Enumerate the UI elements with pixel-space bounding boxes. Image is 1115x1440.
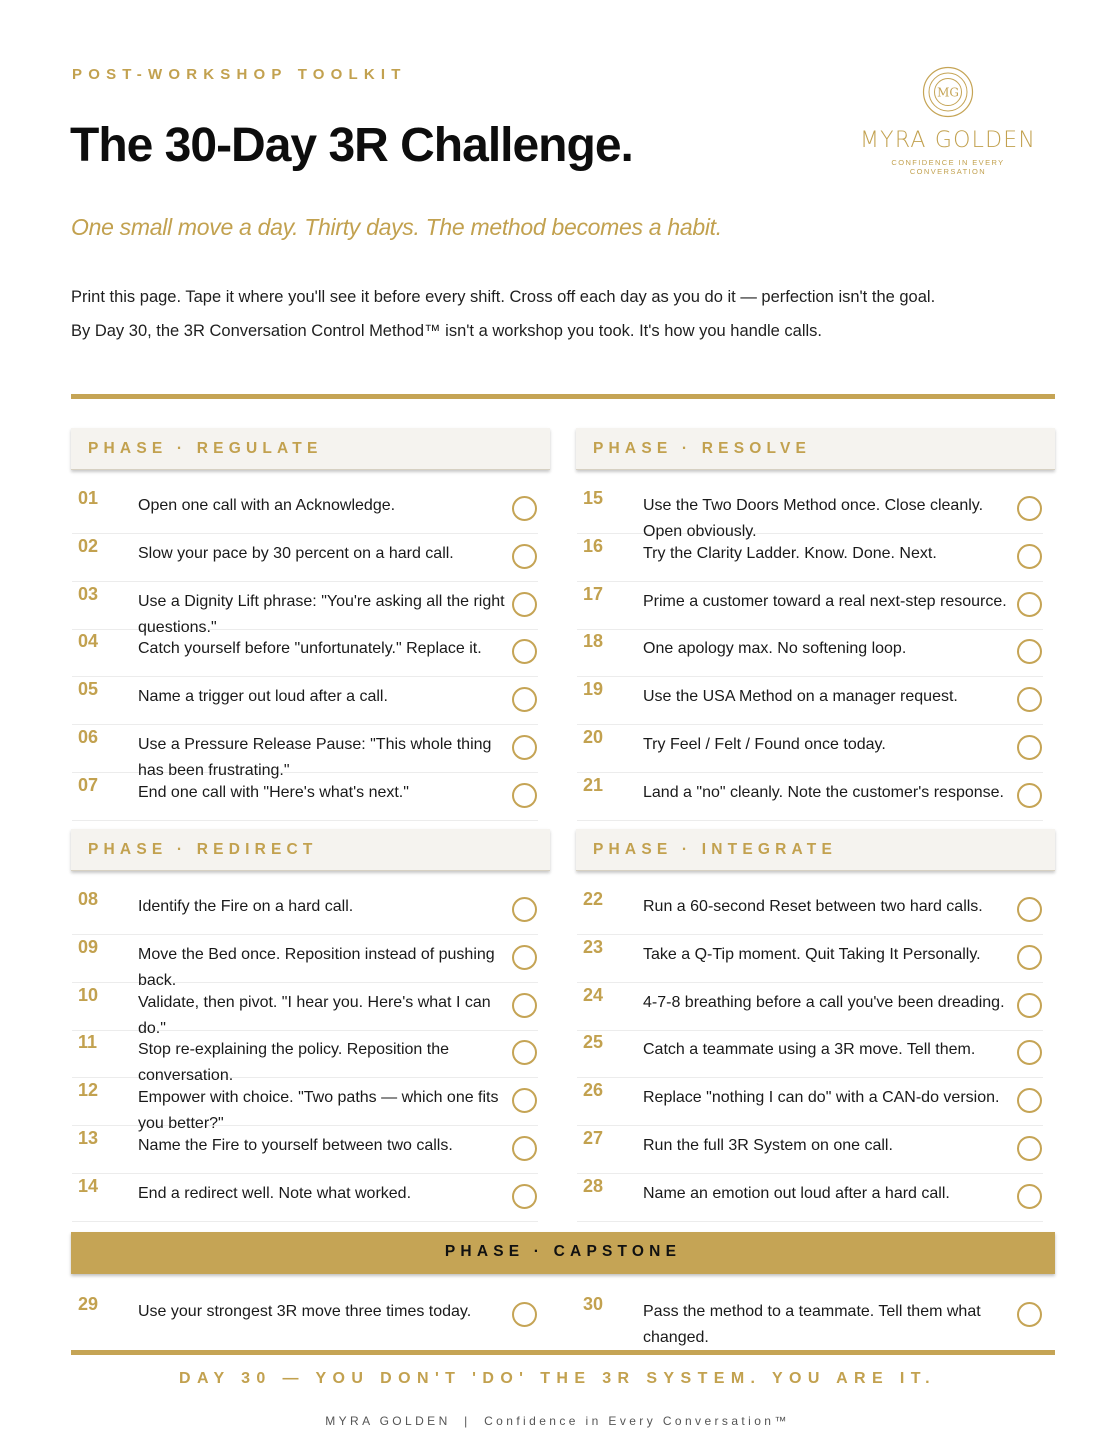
checkbox-circle-icon[interactable]	[512, 496, 537, 521]
phase-label: PHASE · REGULATE	[88, 440, 323, 457]
checkbox-circle-icon[interactable]	[512, 735, 537, 760]
checkbox-circle-icon[interactable]	[512, 687, 537, 712]
eyebrow: POST-WORKSHOP TOOLKIT	[72, 66, 407, 83]
task-text: Run a 60-second Reset between two hard calls.	[643, 898, 983, 915]
task-text: Prime a customer toward a real next-step resource.	[643, 592, 1007, 610]
day-number: 24	[583, 984, 604, 1005]
subtitle: One small move a day. Thirty days. The method becomes a habit.	[71, 214, 722, 240]
task-text: Move the Bed once. Reposition instead of pushing back.	[138, 945, 495, 989]
intro-line: By Day 30, the 3R Conversation Control Method™ isn't a workshop you took. It's how you handle calls.	[71, 322, 823, 340]
list-item	[577, 1030, 1043, 1078]
phase-header-capstone	[71, 1232, 1055, 1274]
task-text: Name a trigger out loud after a call.	[138, 688, 388, 706]
list-item	[72, 983, 538, 1037]
checkbox-circle-icon[interactable]	[512, 544, 537, 569]
day-number: 07	[78, 774, 99, 795]
task-text: Use a Pressure Release Pause: "This whole thing has been frustrating."	[138, 736, 492, 779]
phase-label: PHASE · REDIRECT	[88, 841, 318, 858]
checkbox-circle-icon[interactable]	[1017, 1136, 1042, 1161]
task-text: End a redirect well. Note what worked.	[138, 1184, 412, 1202]
logo-monogram: MG	[937, 85, 959, 100]
checkbox-circle-icon[interactable]	[1017, 592, 1042, 617]
checkbox-circle-icon[interactable]	[512, 1136, 537, 1161]
checkbox-circle-icon[interactable]	[1017, 1184, 1042, 1209]
intro	[71, 280, 1071, 348]
list-item	[72, 935, 538, 989]
checkbox-circle-icon[interactable]	[512, 1184, 537, 1209]
phase-header-resolve	[576, 428, 1055, 470]
checkbox-circle-icon[interactable]	[512, 639, 537, 664]
day-number: 14	[78, 1175, 99, 1196]
day-number: 06	[78, 727, 99, 747]
phase-label: PHASE · INTEGRATE	[593, 841, 837, 858]
day-number: 21	[583, 774, 604, 795]
list-item	[577, 677, 1043, 725]
list-item	[577, 1126, 1043, 1174]
closing-statement: DAY 30 — YOU DON'T 'DO' THE 3R SYSTEM. YOU ARE IT.	[179, 1370, 936, 1387]
day-number: 30	[583, 1294, 604, 1314]
task-text: Replace "nothing I can do" with a CAN-do version.	[643, 1089, 1000, 1107]
list-item	[72, 887, 538, 935]
task-text: Use the Two Doors Method once. Close cleanly. Open obviously.	[643, 497, 984, 540]
day-number: 08	[78, 889, 99, 909]
day-number: 25	[583, 1032, 604, 1053]
day-number: 26	[583, 1080, 604, 1101]
day-number: 16	[583, 535, 604, 556]
checkbox-circle-icon[interactable]	[1017, 544, 1042, 569]
task-text: Run the full 3R System on one call.	[643, 1137, 893, 1154]
checkbox-circle-icon[interactable]	[512, 592, 537, 617]
list-item	[72, 629, 538, 677]
phase-header-integrate	[576, 829, 1055, 871]
day-number: 01	[78, 488, 99, 508]
day-number: 02	[78, 535, 99, 556]
checkbox-circle-icon[interactable]	[512, 1088, 537, 1113]
task-text: Catch a teammate using a 3R move. Tell them.	[643, 1041, 976, 1059]
task-text: One apology max. No softening loop.	[643, 640, 907, 658]
checkbox-circle-icon[interactable]	[1017, 735, 1042, 760]
checkbox-circle-icon[interactable]	[1017, 1302, 1042, 1327]
bottom-rule	[71, 1350, 1055, 1355]
day-number: 11	[78, 1032, 98, 1053]
list-item	[577, 1174, 1043, 1222]
day-number: 19	[583, 679, 604, 700]
checkbox-circle-icon[interactable]	[1017, 993, 1042, 1018]
phase-label: PHASE · CAPSTONE	[444, 1243, 682, 1260]
task-text: Name an emotion out loud after a hard call.	[643, 1184, 950, 1202]
task-text: Use the USA Method on a manager request.	[643, 688, 958, 706]
list-item	[577, 887, 1043, 935]
checkbox-circle-icon[interactable]	[512, 945, 537, 970]
logo-tagline: CONFIDENCE IN EVERY CONVERSATION	[891, 158, 1005, 176]
day-number: 10	[78, 984, 99, 1005]
task-text: Name the Fire to yourself between two calls.	[138, 1137, 453, 1154]
page-title: The 30-Day 3R Challenge.	[70, 119, 633, 172]
task-text: Validate, then pivot. "I hear you. Here's what I can do."	[138, 993, 491, 1037]
list-item	[577, 486, 1043, 540]
day-number: 29	[78, 1294, 99, 1314]
list-item	[577, 1078, 1043, 1126]
phase-header-redirect	[71, 829, 550, 871]
task-text: Stop re-explaining the policy. Reposition the conversation.	[138, 1041, 449, 1085]
list-item	[72, 1030, 538, 1085]
phase-header-regulate	[71, 428, 550, 470]
day-number: 17	[583, 583, 604, 604]
day-number: 28	[583, 1175, 604, 1196]
day-number: 23	[583, 936, 604, 957]
checkbox-circle-icon[interactable]	[1017, 1040, 1042, 1065]
day-number: 27	[583, 1128, 604, 1148]
list-item	[72, 1174, 538, 1222]
task-text: Use a Dignity Lift phrase: "You're asking all the right questions."	[138, 592, 505, 636]
checkbox-circle-icon[interactable]	[1017, 1088, 1042, 1113]
day-number: 05	[78, 679, 99, 700]
checkbox-circle-icon[interactable]	[512, 993, 537, 1018]
checkbox-circle-icon[interactable]	[512, 897, 537, 922]
checkbox-circle-icon[interactable]	[512, 783, 537, 808]
task-text: Try Feel / Felt / Found once today.	[643, 736, 886, 753]
task-text: Catch yourself before "unfortunately." Replace it.	[138, 640, 482, 658]
task-text: Take a Q-Tip moment. Quit Taking It Personally.	[643, 945, 981, 963]
list-item	[72, 773, 538, 821]
logo-name: MYRA GOLDEN	[860, 128, 1036, 153]
list-item	[72, 677, 538, 725]
list-item	[577, 1292, 1043, 1346]
list-item	[577, 629, 1043, 677]
checkbox-circle-icon[interactable]	[512, 1040, 537, 1065]
top-rule	[71, 394, 1055, 399]
day-number: 04	[78, 631, 99, 652]
day-number: 18	[583, 631, 604, 652]
phase-label: PHASE · RESOLVE	[593, 440, 812, 457]
list-item	[72, 1078, 538, 1133]
task-text: Land a "no" cleanly. Note the customer's response.	[643, 783, 1004, 801]
day-number: 12	[78, 1080, 99, 1101]
monogram-icon	[922, 66, 974, 118]
list-item	[72, 486, 538, 534]
day-number: 03	[78, 583, 99, 604]
checkbox-circle-icon[interactable]	[1017, 897, 1042, 922]
logo	[852, 66, 1044, 176]
list-item	[577, 773, 1043, 821]
task-text: Empower with choice. "Two paths — which one fits you better?"	[138, 1089, 499, 1133]
day-number: 13	[78, 1128, 99, 1148]
list-item	[72, 1126, 538, 1174]
list-item	[72, 534, 538, 582]
list-item	[577, 725, 1043, 773]
task-text: Open one call with an Acknowledge.	[138, 497, 396, 514]
checkbox-circle-icon[interactable]	[1017, 783, 1042, 808]
checkbox-circle-icon[interactable]	[1017, 945, 1042, 970]
footer: MYRA GOLDEN | Confidence in Every Conversation™	[325, 1414, 790, 1428]
list-item	[577, 534, 1043, 582]
task-text: Try the Clarity Ladder. Know. Done. Next.	[643, 544, 937, 562]
day-number: 20	[583, 727, 604, 747]
task-text: Use your strongest 3R move three times today.	[138, 1303, 472, 1320]
list-item	[72, 1292, 538, 1340]
list-item	[577, 935, 1043, 983]
day-number: 09	[78, 936, 99, 957]
day-number: 15	[583, 488, 604, 508]
task-text: Pass the method to a teammate. Tell them what changed.	[643, 1303, 981, 1346]
list-item	[72, 725, 538, 779]
task-text: 4-7-8 breathing before a call you've been dreading.	[643, 993, 1005, 1011]
list-item	[577, 582, 1043, 630]
list-item	[577, 983, 1043, 1031]
checkbox-circle-icon[interactable]	[1017, 639, 1042, 664]
checkbox-circle-icon[interactable]	[1017, 687, 1042, 712]
intro-line: Print this page. Tape it where you'll see it before every shift. Cross off each day as you do it — perfection isn't the goal.	[71, 288, 936, 306]
task-text: Slow your pace by 30 percent on a hard call.	[138, 544, 454, 562]
checkbox-circle-icon[interactable]	[1017, 496, 1042, 521]
task-text: Identify the Fire on a hard call.	[138, 898, 354, 915]
list-item	[72, 582, 538, 636]
day-number: 22	[583, 889, 604, 909]
checkbox-circle-icon[interactable]	[512, 1302, 537, 1327]
task-text: End one call with "Here's what's next."	[138, 783, 409, 801]
